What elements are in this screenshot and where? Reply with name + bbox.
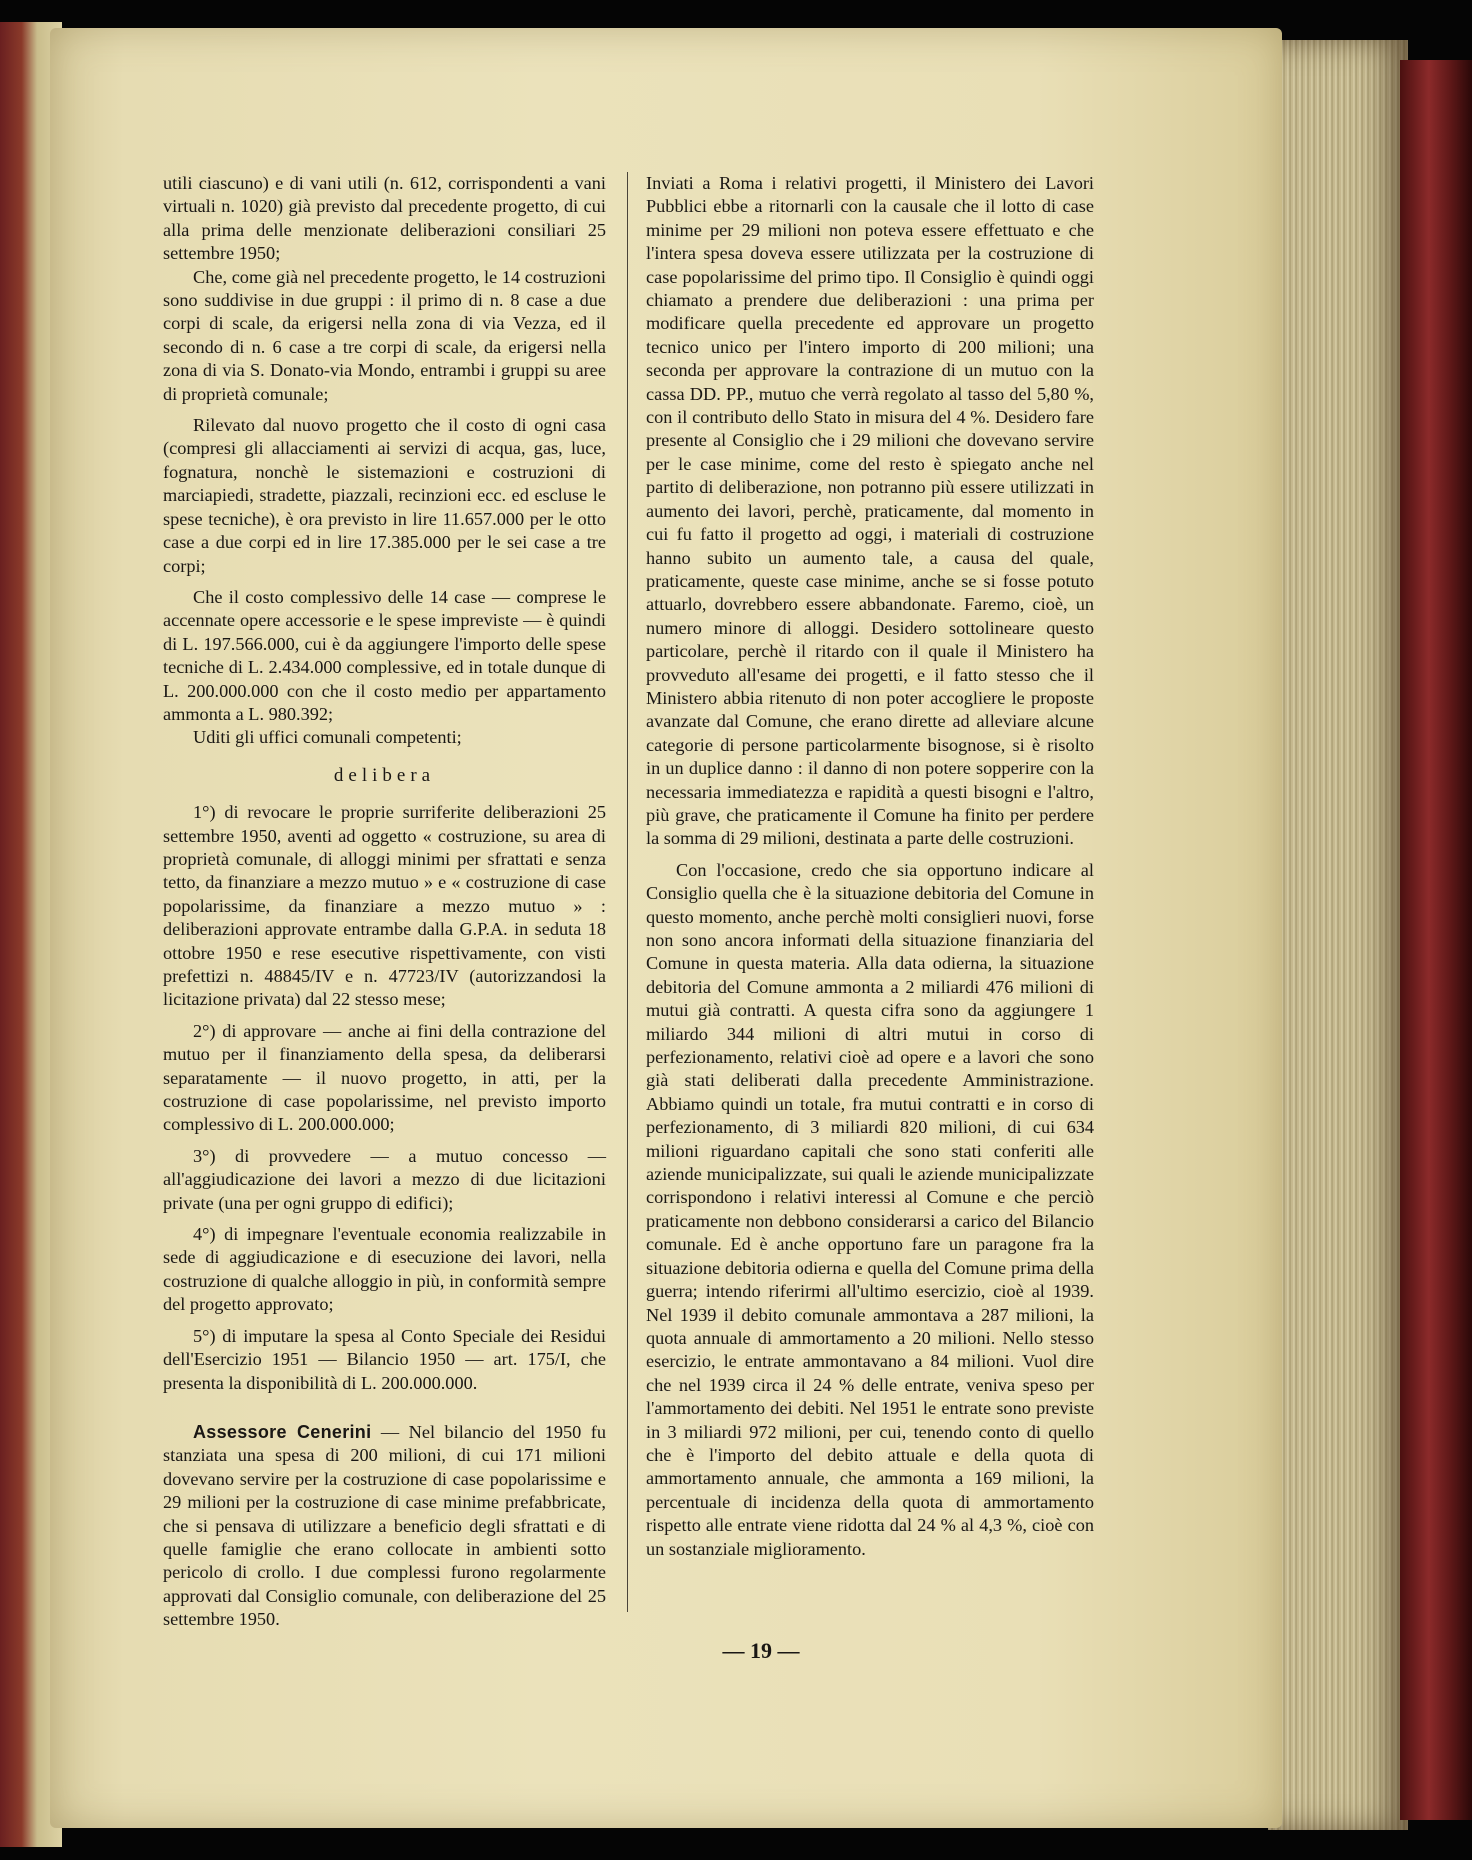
page-stack-edge [1268,40,1408,1830]
paragraph: Inviati a Roma i relativi progetti, il Ministero dei Lavori Pubblici ebbe a ritornarli con la causale che il lotto di case minime per 29 milioni non poteva essere effettuato e che l'intera spesa doveva essere utilizzata per la costruzione di case popolarissime del primo tipo. Il Consiglio è quindi oggi chiamato a prendere due deliberazioni : una prima per modificare quella precedente ed approvare un progetto tecnico unico per l'intero importo di 200 milioni; una seconda per approvare la contrazione di un mutuo con la cassa DD. PP., mutuo che verrà regolato al tasso del 5,80 %, con il contributo dello Stato in misura del 4 %. Desidero fare presente al Consiglio che i 29 milioni che dovevano servire per le case minime, come del resto è spiegato anche nel partito di deliberazione, non potranno più essere utilizzati in aumento dei lavori, perchè, praticamente, dal momento in cui fu fatto il progetto ad oggi, i materiali di costruzione hanno subito un aumento tale, a causa del quale, praticamente, queste case minime, anche se si fosse potuto attuarlo, dovrebbero essere abbandonate. Faremo, cioè, un numero minore di alloggi. Desidero sottolineare questo particolare, perchè il ritardo con il quale il Ministero ha provveduto all'esame dei progetti, e il fatto stesso che il Ministero abbia ritenuto di non poter accogliere le proposte avanzate dal Comune, che erano dirette ad alleviare alcune categorie di persone particolarmente bisognose, si è risolto in un duplice danno : il danno di non potere sopperire con la necessaria immediatezza e rapidità a questi bisogni e l'altro, più grave, che praticamente il Comune ha finito per perdere la somma di 29 milioni, destinata a parte delle costruzioni. [646,173,1094,849]
paragraph: Con l'occasione, credo che sia opportuno indicare al Consiglio quella che è la situazione debitoria del Comune in questo momento, anche perchè molti consiglieri nuovi, forse non sono ancora informati della situazione finanziaria del Comune in questa materia. Alla data odierna, la situazione debitoria del Comune ammonta a 2 miliardi 476 milioni di mutui già contratti. A questa cifra sono da aggiungere 1 miliardo 344 milioni di altri mutui in corso di perfezionamento, relativi cioè ad opere e a lavori che sono già stati deliberati dalla precedente Amministrazione. Abbiamo quindi un totale, fra mutui contratti e in corso di perfezionamento, di 3 miliardi 820 milioni, di cui 634 milioni riguardano capitali che sono stati conferiti alle aziende municipalizzate, sui quali le aziende municipalizzate corrispondono i relativi interessi al Comune e che perciò praticamente non debbono considerarsi a carico del Bilancio comunale. Ed è anche opportuno fare un paragone fra la situazione debitoria odierna e quella del Comune prima della guerra; intendo riferirmi all'ultimo esercizio, cioè al 1939. Nel 1939 il debito comunale ammontava a 287 milioni, la quota annuale di ammortamento a 20 milioni. Nello stesso esercizio, le entrate ammontavano a 84 milioni. Vuol dire che nel 1939 circa il 24 % delle entrate, veniva speso per l'ammortamento dei debiti. Nel 1951 le entrate sono previste in 3 miliardi 972 milioni, per cui, tenendo conto di quello che è l'importo del debito attuale e della quota di ammortamento annuale, che ammonta a 169 milioni, la percentuale di incidenza della quota di ammortamento rispetto alle entrate viene ridotta dal 24 % al 4,3 %, cioè con un sostanziale miglioramento. [646,859,1094,1559]
paragraph: Che, come già nel precedente progetto, le 14 costruzioni sono suddivise in due gruppi : il primo di n. 8 case a due corpi di scale, da erigersi nella zona di via Vezza, ed il secondo di n. 6 case a tre corpi di scale, da erigersi nella zona di via S. Donato-via Mondo, entrambi i gruppi su aree di proprietà comunale; [163,266,606,404]
paragraph: Che il costo complessivo delle 14 case — comprese le accennate opere accessorie e le spese impreviste — è quindi di L. 197.566.000, cui è da aggiungere l'importo delle spese tecniche di L. 2.434.000 complessive, ed in totale dunque di L. 200.000.000 con che il costo medio per appartamento ammonta a L. 980.392; [163,586,606,724]
paragraph: 1°) di revocare le proprie surriferite deliberazioni 25 settembre 1950, aventi ad oggetto « costruzione, su area di proprietà comunale, di alloggi minimi per sfrattati e senza tetto, da finanziare a mezzo mutuo » e « costruzione di case popolarissime, da finanziare a mezzo mutuo » : deliberazioni approvate entrambe dalla G.P.A. in seduta 18 ottobre 1950 e rese esecutive rispettivamente, con visti prefettizi n. 48845/IV e n. 47723/IV (autorizzandosi la licitazione privata) dal 22 stesso mese; [163,802,606,1010]
page-number: — 19 — [722,1638,800,1663]
speaker-text: — Nel bilancio del 1950 fu stanziata una spesa di 200 milioni, di cui 171 milioni dovevano servire per la costruzione di case popolarissime e 29 milioni per la costruzione di case minime prefabbricate, che si pensava di utilizzare a beneficio degli sfrattati e di quelle famiglie che erano collocate in ambienti sotto pericolo di crollo. I due complessi furono regolarmente approvati dal Consiglio comunale, con deliberazione del 25 settembre 1950. [163,1421,606,1630]
paragraph: 5°) di imputare la spesa al Conto Speciale dei Residui dell'Esercizio 1951 — Bilancio 1950 — art. 175/I, che presenta la disponibilità di L. 200.000.000. [163,1325,606,1393]
delibera-heading: delibera [333,764,436,786]
book-cover-edge [1400,60,1472,1820]
paragraph: 3°) di provvedere — a mutuo concesso — all'aggiudicazione dei lavori a mezzo di due licitazioni private (una per ogni gruppo di edifici); [163,1145,606,1213]
left-column [163,172,606,1632]
paragraph: utili ciascuno) e di vani utili (n. 612, corrispondenti a vani virtuali n. 1020) già previsto dal precedente progetto, di cui alla prima delle menzionate deliberazioni consiliari 25 settembre 1950; [163,173,606,264]
paragraph: Rilevato dal nuovo progetto che il costo di ogni casa (compresi gli allacciamenti ai servizi di acqua, gas, luce, fognatura, nonchè le sistemazioni e costruzioni di marciapiedi, stradette, piazzali, recinzioni ecc. ed escluse le spese tecniche), è ora previsto in lire 11.657.000 per le otto case a due corpi ed in lire 17.385.000 per le sei case a tre corpi; [163,415,606,576]
right-column [646,172,1094,1561]
speaker-paragraph [163,1421,606,1632]
paragraph: 4°) di impegnare l'eventuale economia realizzabile in sede di aggiudicazione e di esecuzione dei lavori, nella costruzione di qualche alloggio in più, in conformità sempre del progetto approvato; [163,1224,606,1315]
paragraph: Uditi gli uffici comunali competenti; [193,727,462,748]
speaker-name: Assessore Cenerini [193,1421,372,1442]
paragraph: 2°) di approvare — anche ai fini della contrazione del mutuo per il finanziamento della spesa, da deliberarsi separatamente — il nuovo progetto, in atti, per la costruzione di case popolarissime, nel previsto importo complessivo di L. 200.000.000; [163,1020,606,1135]
column-divider [627,172,628,1612]
